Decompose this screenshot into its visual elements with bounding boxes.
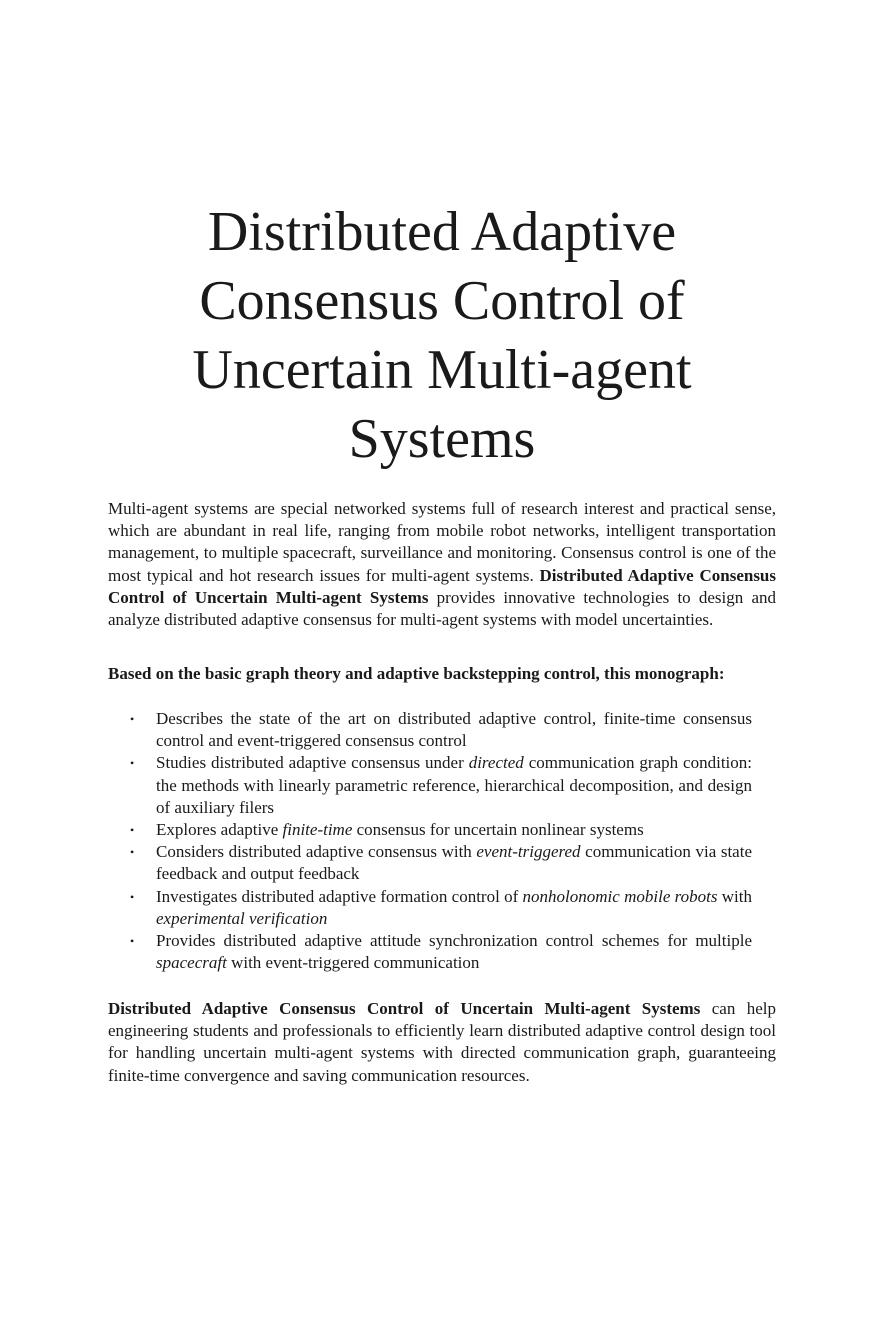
book-title-line-4: Systems <box>348 408 536 470</box>
list-item-emphasis: event-triggered <box>476 842 581 862</box>
bullet-icon: • <box>130 712 135 726</box>
closing-paragraph <box>108 998 776 1087</box>
lead-in-heading: Based on the basic graph theory and adaptive backstepping control, this monograph: <box>108 664 725 683</box>
list-item-text: Explores adaptive <box>156 820 283 840</box>
bullet-icon: • <box>130 934 135 949</box>
bullet-icon: • <box>130 889 135 904</box>
list-item-emphasis: nonholonomic mobile robots <box>522 886 718 906</box>
list-item-text: Considers distributed adaptive consensus with <box>156 842 477 862</box>
list-item <box>130 886 752 930</box>
bullet-icon: • <box>130 756 135 771</box>
list-item-text: Studies distributed adaptive consensus under <box>156 753 469 773</box>
book-title-line-2: Consensus Control of <box>199 270 685 332</box>
list-item <box>130 708 752 752</box>
list-item-text: Investigates distributed adaptive formation control of <box>156 886 523 906</box>
closing-book-title: Distributed Adaptive Consensus Control of Uncertain Multi-agent Systems <box>108 999 701 1018</box>
closing-text: can help engineering students and professionals to efficiently learn distributed adaptive control design tool for handling uncertain multi-agent systems with directed communication graph, guaranteeing finite-time convergence and saving communication resources. <box>108 999 776 1085</box>
list-item-emphasis: finite-time <box>282 820 353 840</box>
list-item <box>130 930 752 974</box>
book-title <box>60 198 824 474</box>
book-title-line-3: Uncertain Multi-agent <box>192 339 692 401</box>
list-item-text: with event-triggered communication <box>226 953 480 973</box>
intro-text-1: Multi-agent systems are special networked systems full of research interest and practical sense, which are abundant in real life, ranging from mobile robot networks, intelligent transportation management, to multiple spacecraft, surveillance and monitoring. Consensus control is one of the most typical and hot research issues for multi-agent systems. <box>108 499 776 585</box>
feature-list <box>130 708 752 974</box>
list-item-emphasis: spacecraft <box>156 953 227 973</box>
book-title-line-1: Distributed Adaptive <box>207 201 677 263</box>
list-item-text: communication via state feedback and output feedback <box>156 842 752 884</box>
bullet-icon: • <box>130 823 135 838</box>
list-item <box>130 841 752 885</box>
intro-paragraph <box>108 498 776 631</box>
list-item-text: consensus for uncertain nonlinear systems <box>352 820 644 840</box>
list-item-emphasis: experimental verification <box>156 908 328 928</box>
list-item-text: with <box>717 886 752 906</box>
bullet-icon: • <box>130 845 135 860</box>
list-item-text: Describes the state of the art on distributed adaptive control, finite-time consensus control and event-triggered consensus control <box>156 709 752 751</box>
list-item-text: communication graph condition: the methods with linearly parametric reference, hierarchical decomposition, and design of auxiliary filers <box>156 753 752 817</box>
list-item <box>130 819 752 841</box>
list-item-text: Provides distributed adaptive attitude synchronization control schemes for multiple <box>156 931 752 951</box>
intro-text-2: provides innovative technologies to design and analyze distributed adaptive consensus for multi-agent systems with model uncertainties. <box>108 587 776 630</box>
intro-book-title: Distributed Adaptive Consensus Control of Uncertain Multi-agent Systems <box>108 565 777 607</box>
list-item-emphasis: directed <box>468 753 524 773</box>
list-item <box>130 752 752 819</box>
